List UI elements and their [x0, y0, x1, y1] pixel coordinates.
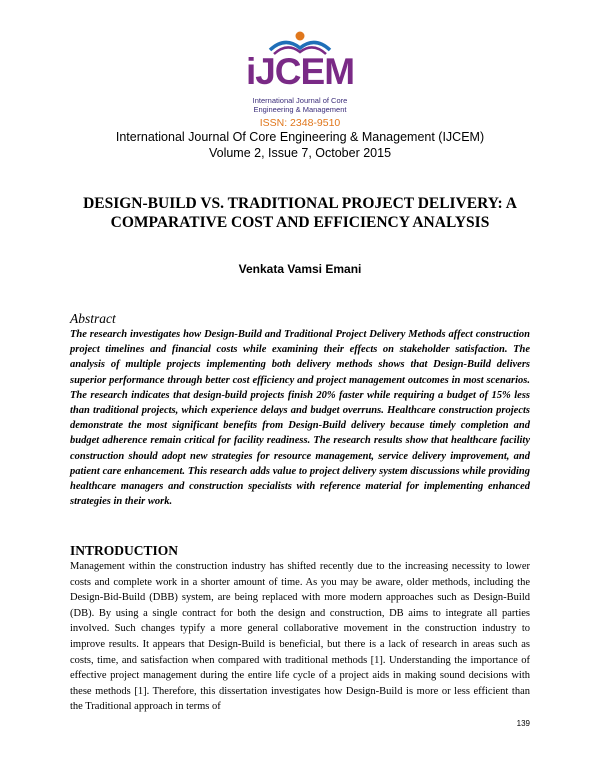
paper-title [60, 194, 540, 232]
issn: ISSN: 2348-9510 [259, 117, 341, 129]
paper-title-line2: COMPARATIVE COST AND EFFICIENCY ANALYSIS [110, 214, 490, 231]
author-name: Venkata Vamsi Emani [238, 262, 362, 276]
introduction-text: Management within the construction industry has shifted recently due to the increasing necessity to lower costs and complete work in a shorter amount of time. As you may be aware, older methods, including the Design-Bid-Build (DBB) system, are being replaced with more modern approaches such as Design-Build (DB). By using a single contract for both the design and construction, DB aims to integrate all parties involved. Such changes typify a more general collaborative movement in the construction industry to improve results. It appears that Design-Build is beneficial, but there is a lack of research in areas such as costs, time, and satisfaction when compared with traditional methods [1]. Understanding the importance of effective project management during the entire life cycle of a project aids in making sound decisions with these methods [1]. Therefore, this dissertation investigates how Design-Build is more or less efficient than the Traditional approach in terms of [70, 561, 530, 713]
logo-subtitle [0, 96, 600, 114]
paper-title-line1: DESIGN-BUILD VS. TRADITIONAL PROJECT DELIVERY: A [83, 195, 517, 212]
journal-logo [0, 28, 600, 130]
logo-mark [240, 28, 360, 94]
abstract-heading: Abstract [70, 311, 116, 326]
abstract-text: The research investigates how Design-Build and Traditional Project Delivery Methods affect construction project timelines and financial costs while examining their effects on stakeholder satisfaction. The analysis of multiple projects implementing both delivery methods shows that Design-Build delivers superior performance through better cost efficiency and project management outcomes in most scenarios. The research indicates that design-build projects finish 20% faster while requiring a budget of 15% less than traditional projects, which experience delays and budget overruns. Healthcare construction projects demonstrate the most significant benefits from Design-Build delivery because timely completion and budget adherence remain critical for facility readiness. The research results show that healthcare facility construction should adopt new strategies for resource management, service delivery improvement, and patient care enhancement. This research adds value to project delivery system discussions while providing healthcare managers and construction specialists with reference material for implementing enhanced strategies in their work. [70, 329, 530, 508]
logo-subtitle-line1: International Journal of Core [252, 96, 348, 105]
page-number: 139 [516, 719, 530, 728]
logo-wordmark: iJCEM [245, 51, 355, 92]
journal-volume-issue: Volume 2, Issue 7, October 2015 [208, 146, 392, 160]
journal-name: International Journal Of Core Engineering & Management (IJCEM) [115, 130, 485, 144]
introduction-heading: INTRODUCTION [70, 543, 179, 558]
logo-subtitle-line2: Engineering & Management [253, 105, 347, 114]
